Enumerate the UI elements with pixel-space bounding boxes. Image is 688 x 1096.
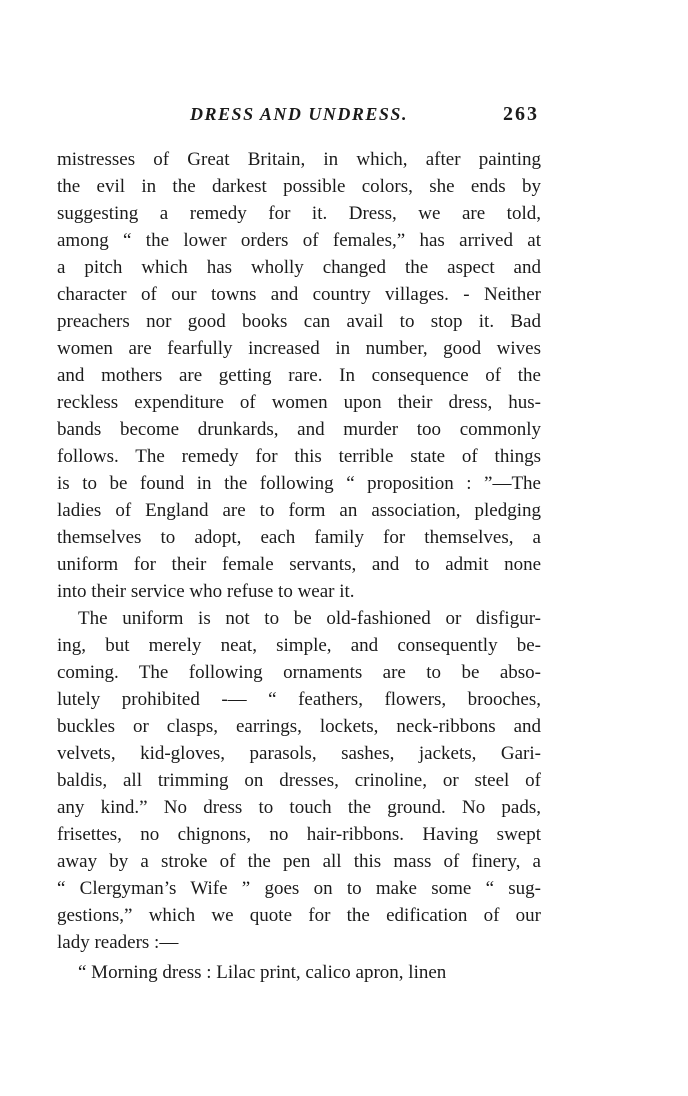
text-line: buckles or clasps, earrings, lockets, neck-ribbons and (57, 716, 541, 737)
text-line: coming. The following ornaments are to be abso- (57, 662, 541, 683)
running-header (57, 103, 541, 146)
text-line: uniform for their female servants, and to admit none (57, 554, 541, 575)
text-line: a pitch which has wholly changed the aspect and (57, 257, 541, 278)
text-line: mistresses of Great Britain, in which, after painting (57, 149, 541, 170)
text-line: bands become drunkards, and murder too commonly (57, 419, 541, 440)
text-line: lady readers :— (57, 932, 179, 953)
text-line: The uniform is not to be old-fashioned or disfigur- (78, 608, 541, 629)
text-line: reckless expenditure of women upon their dress, hus- (57, 392, 541, 413)
text-line: character of our towns and country villages. - Neither (57, 284, 541, 305)
body-text (57, 146, 541, 986)
text-line: follows. The remedy for this terrible state of things (57, 446, 541, 467)
page-content (57, 103, 541, 986)
paragraph (57, 959, 541, 986)
text-line: the evil in the darkest possible colors, she ends by (57, 176, 541, 197)
text-line: ladies of England are to form an association, pledging (57, 500, 541, 521)
text-line: gestions,” which we quote for the edification of our (57, 905, 541, 926)
text-line: away by a stroke of the pen all this mass of finery, a (57, 851, 541, 872)
text-line: velvets, kid-gloves, parasols, sashes, jackets, Gari- (57, 743, 541, 764)
running-header-title: DRESS AND UNDRESS. (190, 104, 408, 124)
paragraph (57, 605, 541, 956)
text-line: themselves to adopt, each family for themselves, a (57, 527, 541, 548)
text-line: “ Morning dress : Lilac print, calico apron, linen (78, 962, 447, 983)
text-line: among “ the lower orders of females,” has arrived at (57, 230, 541, 251)
text-line: into their service who refuse to wear it. (57, 581, 355, 602)
text-line: “ Clergyman’s Wife ” goes on to make some “ sug- (57, 878, 541, 899)
text-line: preachers nor good books can avail to stop it. Bad (57, 311, 541, 332)
text-line: is to be found in the following “ proposition : ”—The (57, 473, 541, 494)
page-number: 263 (503, 103, 539, 125)
text-line: baldis, all trimming on dresses, crinoline, or steel of (57, 770, 541, 791)
text-line: suggesting a remedy for it. Dress, we are told, (57, 203, 541, 224)
text-line: and mothers are getting rare. In consequence of the (57, 365, 541, 386)
text-line: women are fearfully increased in number, good wives (57, 338, 541, 359)
text-line: frisettes, no chignons, no hair-ribbons. Having swept (57, 824, 541, 845)
text-line: lutely prohibited -— “ feathers, flowers, brooches, (57, 689, 541, 710)
paragraph (57, 146, 541, 605)
text-line: any kind.” No dress to touch the ground. No pads, (57, 797, 541, 818)
text-line: ing, but merely neat, simple, and consequently be- (57, 635, 541, 656)
